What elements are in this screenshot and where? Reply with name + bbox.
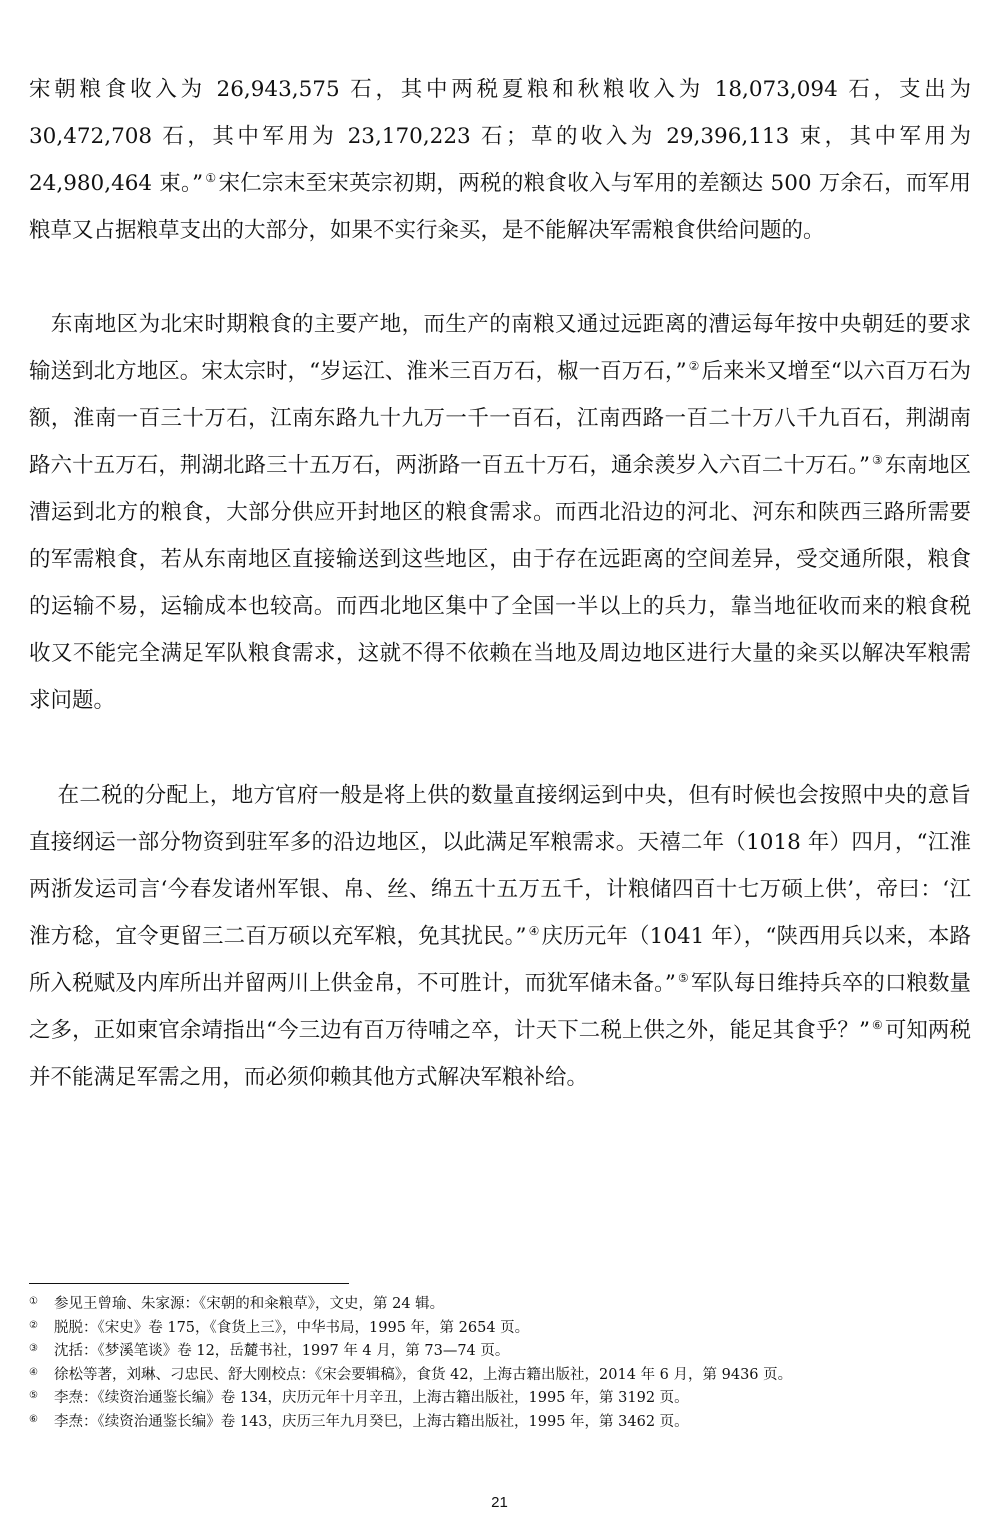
footnote-text: 李焘：《续资治通鉴长编》卷 143，庆历三年九月癸巳，上海古籍出版社，1995 年，第 3462 页。: [54, 1413, 689, 1430]
page-number: 21: [491, 1494, 508, 1511]
footnote-5: [29, 1387, 971, 1411]
body-paragraph-3: [29, 772, 971, 1101]
footnote-mark: ③: [29, 1343, 38, 1354]
footnote-ref-5[interactable]: ⑤: [677, 970, 689, 985]
footnote-ref-4[interactable]: ④: [528, 923, 540, 938]
footnote-3: [29, 1340, 971, 1364]
footnote-text: 徐松等著，刘琳、刁忠民、舒大刚校点：《宋会要辑稿》，食货 42，上海古籍出版社，2014 年 6 月，第 9436 页。: [54, 1366, 793, 1383]
footnote-4: [29, 1364, 971, 1388]
paragraph-3-text-1: 在二税的分配上，地方官府一般是将上供的数量直接纲运到中央，但有时候也会按照中央的意旨直接纲运一部分物资到驻军多的沿边地区，以此满足军粮需求。天禧二年（1018 年）四月，“江淮两浙发运司言‘今春发诸州军银、帛、丝、绵五十五万五千，计粮储四百十七万硕上供’，帝曰：‘江淮方稔，宜令更留三二百万硕以充军粮，免其扰民。”: [29, 783, 971, 949]
footnote-mark: ⑤: [29, 1390, 38, 1401]
footnote-mark: ④: [29, 1366, 38, 1378]
footnotes: [29, 1293, 971, 1434]
paragraph-1-text-1: 宋朝粮食收入为 26,943,575 石，其中两税夏粮和秋粮收入为 18,073,094 石，支出为 30,472,708 石，其中军用为 23,170,223 石；草的收入为 29,396,113 束，其中军用为 24,980,464 束。”: [29, 77, 971, 196]
paragraph-2-text-1: 东南地区为北宋时期粮食的主要产地，而生产的南粮又通过远距离的漕运每年按中央朝廷的要求输送到北方地区。宋太宗时，“岁运江、淮米三百万石，椒一百万石，”: [29, 312, 971, 384]
footnote-text: 沈括：《梦溪笔谈》卷 12，岳麓书社，1997 年 4 月，第 73—74 页。: [54, 1343, 510, 1359]
footnote-mark: ⑥: [29, 1413, 38, 1425]
footnote-mark: ②: [29, 1319, 38, 1331]
paragraph-3-text-2: 庆历元年（1041 年），“陕西用兵以来，本路所入税赋及内库所出并留两川上供金帛，不可胜计，而犹军储未备。”: [29, 924, 971, 996]
footnote-divider: [29, 1283, 349, 1284]
footnote-ref-2[interactable]: ②: [688, 358, 700, 373]
footnote-6: [29, 1411, 971, 1435]
footnote-text: 脱脱：《宋史》卷 175，《食货上三》，中华书局，1995 年，第 2654 页。: [54, 1319, 530, 1336]
footnote-text: 参见王曾瑜、朱家源：《宋朝的和籴粮草》，文史，第 24 辑。: [54, 1296, 445, 1312]
footnote-ref-3[interactable]: ③: [871, 452, 883, 467]
body-paragraph-1: [29, 66, 971, 254]
footnote-ref-6[interactable]: ⑥: [871, 1017, 883, 1032]
paragraph-2-text-3: 东南地区漕运到北方的粮食，大部分供应开封地区的粮食需求。而西北沿边的河北、河东和陕西三路所需要的军需粮食，若从东南地区直接输送到这些地区，由于存在远距离的空间差异，受交通所限，粮食的运输不易，运输成本也较高。而西北地区集中了全国一半以上的兵力，靠当地征收而来的粮食税收又不能完全满足军队粮食需求，这就不得不依赖在当地及周边地区进行大量的籴买以解决军粮需求问题。: [29, 453, 971, 713]
footnote-1: [29, 1293, 971, 1317]
footnote-text: 李焘：《续资治通鉴长编》卷 134，庆历元年十月辛丑，上海古籍出版社，1995 年，第 3192 页。: [54, 1390, 689, 1406]
footnote-2: [29, 1317, 971, 1341]
body-paragraph-2: [29, 301, 971, 724]
paragraph-1-text-2: 宋仁宗末至宋英宗初期，两税的粮食收入与军用的差额达 500 万余石，而军用粮草又占据粮草支出的大部分，如果不实行籴买，是不能解决军需粮食供给问题的。: [29, 171, 971, 243]
paragraph-2-text-2: 后来米又增至“以六百万石为额，淮南一百三十万石，江南东路九十九万一千一百石，江南西路一百二十万八千九百石，荆湖南路六十五万石，荆湖北路三十五万石，两浙路一百五十万石，通余羡岁入六百二十万石。”: [29, 359, 971, 478]
paragraph-3-text-4: 可知两税并不能满足军需之用，而必须仰赖其他方式解决军粮补给。: [29, 1018, 971, 1090]
paragraph-3-text-3: 军队每日维持兵卒的口粮数量之多，正如柬官余靖指出“今三边有百万待哺之卒，计天下二税上供之外，能足其食乎？”: [29, 971, 971, 1043]
footnote-ref-1[interactable]: ①: [205, 170, 217, 185]
footnote-mark: ①: [29, 1296, 38, 1307]
